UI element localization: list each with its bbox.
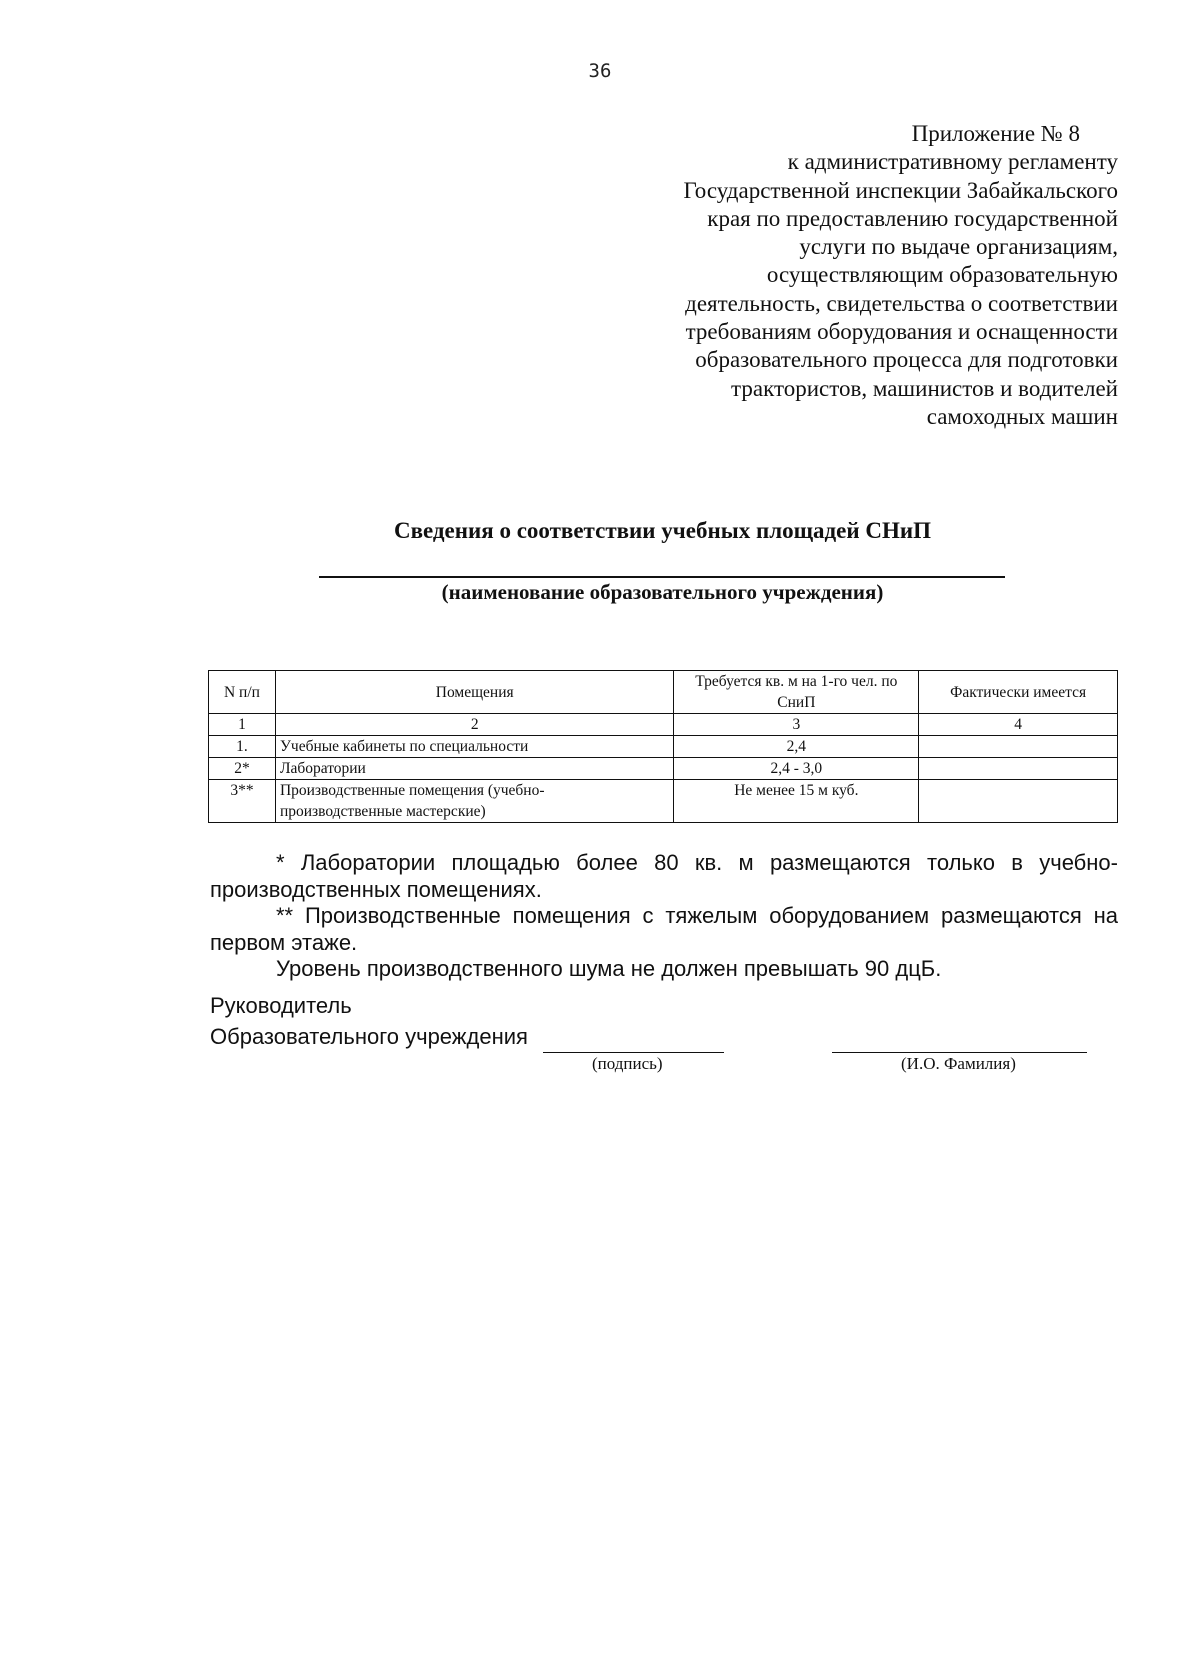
org-name-caption: (наименование образовательного учреждения) (441, 580, 884, 604)
column-number-row (209, 714, 1118, 736)
area-requirements-table (208, 670, 1118, 823)
row-room: Учебные кабинеты по специальности (275, 736, 674, 758)
row-num: 2* (209, 758, 276, 780)
row-required: Не менее 15 м куб. (674, 780, 919, 823)
appendix-header (498, 120, 1118, 431)
signature-blank-line (543, 1052, 724, 1053)
header-required: Требуется кв. м на 1-го чел. по СниП (674, 671, 919, 714)
column-number: 1 (209, 714, 276, 736)
table-row (209, 758, 1118, 780)
row-actual (919, 758, 1118, 780)
appendix-line: к административному регламенту (787, 149, 1118, 175)
org-name-blank-line (319, 576, 1005, 578)
header-actual: Фактически имеется (919, 671, 1118, 714)
header-num: N п/п (209, 671, 276, 714)
appendix-line: трактористов, машинистов и водителей (731, 375, 1118, 401)
page-number: 36 (588, 60, 612, 82)
appendix-line: деятельность, свидетельства о соответствии (685, 290, 1118, 316)
row-required: 2,4 (674, 736, 919, 758)
signatory-role-line2: Образовательного учреждения (210, 1024, 528, 1049)
signatory-role-line1: Руководитель (210, 993, 352, 1018)
appendix-line: требованиям оборудования и оснащенности (685, 319, 1118, 345)
appendix-line: края по предоставлению государственной (707, 205, 1118, 231)
column-number: 4 (919, 714, 1118, 736)
signature-block (210, 990, 528, 1052)
header-room: Помещения (275, 671, 674, 714)
footnote-noise-level: Уровень производственного шума не должен превышать 90 дцБ. (276, 956, 942, 981)
name-caption: (И.О. Фамилия) (901, 1054, 1016, 1073)
table-row (209, 736, 1118, 758)
row-room: Лаборатории (275, 758, 674, 780)
row-room: Производственные помещения (учебно-производственные мастерские) (275, 780, 674, 823)
appendix-line: самоходных машин (926, 403, 1118, 429)
footnotes (210, 850, 1118, 983)
row-actual (919, 780, 1118, 823)
appendix-line: осуществляющим образовательную (766, 262, 1118, 288)
row-num: 3** (209, 780, 276, 823)
column-number: 2 (275, 714, 674, 736)
appendix-line: Государственной инспекции Забайкальского (683, 177, 1118, 203)
appendix-line: Приложение № 8 (911, 121, 1080, 146)
signature-caption: (подпись) (592, 1054, 663, 1073)
appendix-line: услуги по выдаче организациям, (799, 234, 1118, 260)
footnote-production-rooms: ** Производственные помещения с тяжелым оборудованием размещаются на первом этаже. (210, 903, 1118, 955)
column-number: 3 (674, 714, 919, 736)
name-blank-line (832, 1052, 1087, 1053)
appendix-line: образовательного процесса для подготовки (695, 347, 1118, 373)
row-required: 2,4 - 3,0 (674, 758, 919, 780)
footnote-laboratories: * Лаборатории площадью более 80 кв. м размещаются только в учебно-производственных помещениях. (210, 850, 1118, 902)
table-row (209, 780, 1118, 823)
row-actual (919, 736, 1118, 758)
table-header-row (209, 671, 1118, 714)
row-num: 1. (209, 736, 276, 758)
document-title: Сведения о соответствии учебных площадей СНиП (393, 518, 932, 543)
